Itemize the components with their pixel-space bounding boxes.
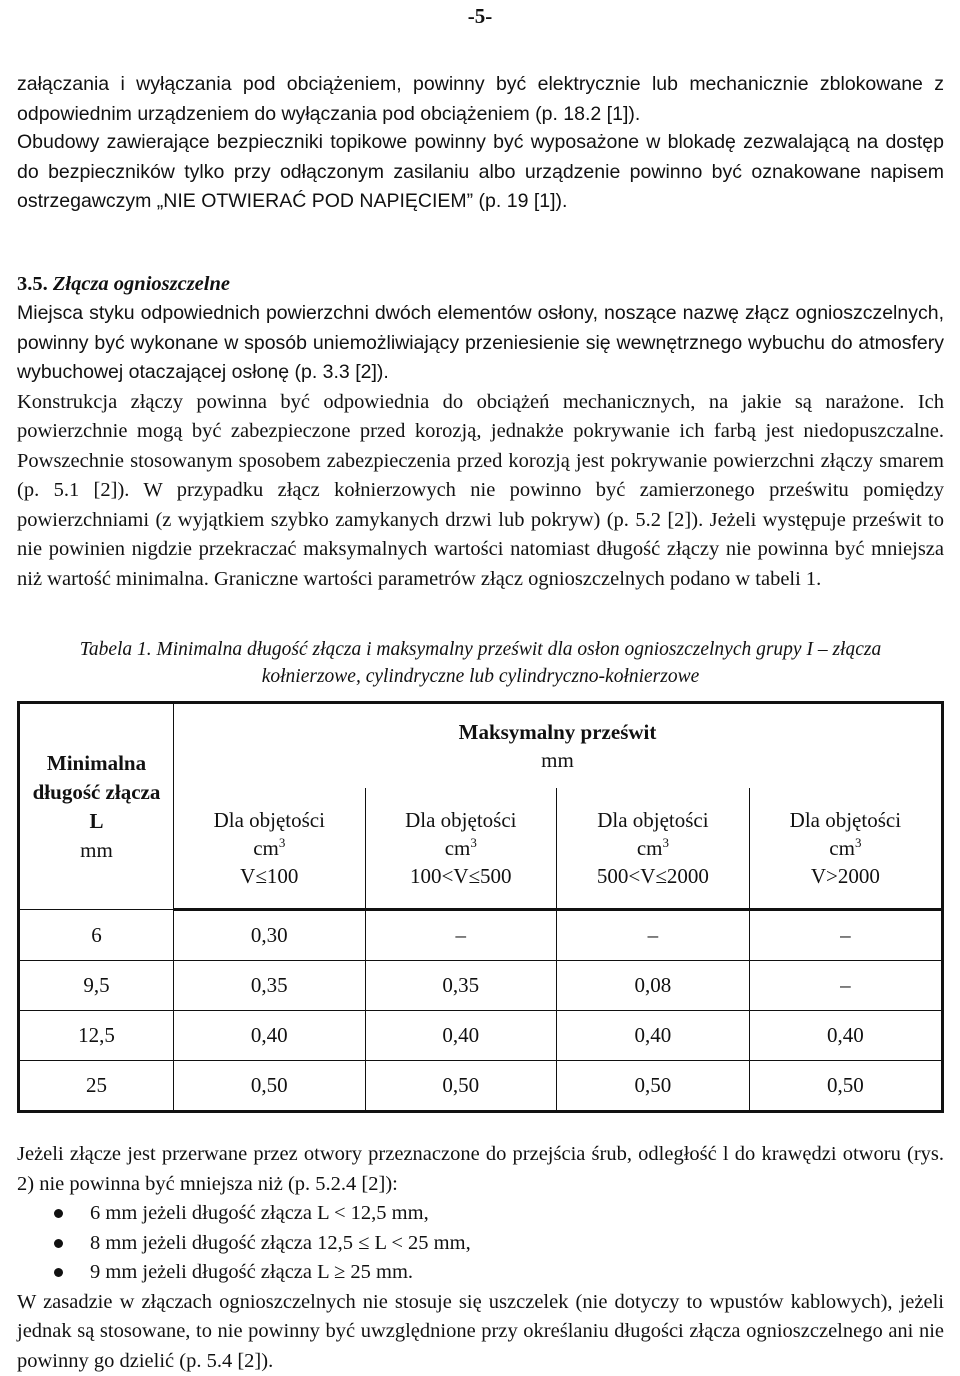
table-cell: 0,40: [365, 1011, 557, 1061]
volume-unit: cm: [829, 836, 855, 860]
header-volume-2: [365, 788, 557, 910]
volume-unit: cm: [253, 836, 279, 860]
section-number: 3.5.: [17, 273, 48, 295]
flameproof-joint-table: [17, 701, 944, 1113]
table-row: [19, 1061, 943, 1112]
volume-unit-exponent: 3: [855, 835, 862, 850]
bullet-icon: [54, 1209, 63, 1218]
table-cell: 9,5: [19, 961, 174, 1011]
header-min-length-l1: Minimalna: [20, 749, 173, 778]
table-cell: 0,40: [174, 1011, 366, 1061]
caption-line-2: kołnierzowe, cylindryczne lub cylindryczno-kołnierzowe: [17, 663, 944, 690]
volume-label: Dla objętości: [557, 806, 749, 834]
table-cell: 0,30: [174, 910, 366, 961]
list-item: [17, 1229, 944, 1259]
header-min-length: [19, 703, 174, 910]
table-cell: 12,5: [19, 1011, 174, 1061]
post-table-text: [17, 1140, 944, 1376]
table-cell: –: [749, 961, 942, 1011]
table-row: [19, 1011, 943, 1061]
table-cell: 0,50: [557, 1061, 750, 1112]
section-heading: [17, 270, 944, 299]
volume-range: 500<V≤2000: [557, 862, 749, 890]
volume-label: Dla objętości: [750, 806, 941, 834]
table-cell: 25: [19, 1061, 174, 1112]
distance-list: [17, 1199, 944, 1288]
section-body-construction: Konstrukcja złączy powinna być odpowiednia do obciążeń mechanicznych, na jakie są narażone. Ich powierzchnie mogą być zabezpieczone przed korozją, jednakże pokrywanie ich farbą jest niedopuszczalne. Powszechnie stosowanym sposobem zabezpieczenia przed korozją jest pokrywanie powierzchni złączy smarem (p. 5.1 [2]). W przypadku złącz kołnierzowych nie powinno być zamierzonego prześwitu pomiędzy powierzchniami (z wyjątkiem szybko zamykanych drzwi lub pokryw) (p. 5.2 [2]). Jeżeli występuje prześwit to nie powinien nigdzie przekraczać maksymalnych wartości natomiast długość złączy nie powinna być mniejsza niż wartość minimalna. Graniczne wartości parametrów złącz ognioszczelnych podano w tabeli 1.: [17, 388, 944, 595]
table-cell: –: [749, 910, 942, 961]
bullet-icon: [54, 1239, 63, 1248]
volume-label: Dla objętości: [174, 806, 365, 834]
table-cell: 0,50: [174, 1061, 366, 1112]
table-cell: 6: [19, 910, 174, 961]
header-max-gap: [174, 703, 943, 789]
section-3-5: [17, 270, 944, 594]
list-item: [17, 1199, 944, 1229]
page-number: -5-: [0, 4, 960, 29]
table-cell: 0,35: [174, 961, 366, 1011]
volume-range: V≤100: [174, 862, 365, 890]
bullet-icon: [54, 1268, 63, 1277]
list-item-text: 8 mm jeżeli długość złącza 12,5 ≤ L < 25 mm,: [90, 1232, 471, 1254]
header-max-gap-title: Maksymalny prześwit: [459, 720, 657, 744]
volume-range: 100<V≤500: [366, 862, 557, 890]
list-item-text: 9 mm jeżeli długość złącza L ≥ 25 mm.: [90, 1261, 413, 1283]
caption-line-1: Tabela 1. Minimalna długość złącza i maksymalny prześwit dla osłon ognioszczelnych grupy I – złącza: [17, 636, 944, 663]
header-min-length-l3: L: [20, 807, 173, 836]
paragraph-gaskets: W zasadzie w złączach ognioszczelnych nie stosuje się uszczelek (nie dotyczy to wpustów kablowych), jeżeli jednak są stosowane, to nie powinny być uwzględnione przy określaniu długości złącza ognioszczelnego ani nie powinny go dzielić (p. 5.4 [2]).: [17, 1288, 944, 1376]
paragraph-fuse-enclosures: Obudowy zawierające bezpieczniki topikowe powinny być wyposażone w blokadę zezwalającą na dostęp do bezpieczników tylko przy odłączonym zasilaniu albo urządzenie powinno być oznakowane napisem ostrzegawczym „NIE OTWIERAĆ POD NAPIĘCIEM” (p. 19 [1]).: [17, 128, 944, 217]
table-cell: –: [557, 910, 750, 961]
volume-unit: cm: [637, 836, 663, 860]
table-caption: [17, 636, 944, 690]
volume-unit-exponent: 3: [662, 835, 669, 850]
table-cell: 0,40: [749, 1011, 942, 1061]
header-min-length-unit: mm: [20, 836, 173, 865]
volume-label: Dla objętości: [366, 806, 557, 834]
table-cell: 0,40: [557, 1011, 750, 1061]
header-min-length-l2: długość złącza: [20, 778, 173, 807]
header-volume-3: [557, 788, 750, 910]
table-cell: 0,50: [749, 1061, 942, 1112]
paragraph-interlock: załączania i wyłączania pod obciążeniem, powinny być elektrycznie lub mechanicznie zblokowane z odpowiednim urządzeniem do wyłączania pod obciążeniem (p. 18.2 [1]).: [17, 70, 944, 129]
header-volume-4: [749, 788, 942, 910]
header-volume-1: [174, 788, 366, 910]
section-body-definition: Miejsca styku odpowiednich powierzchni dwóch elementów osłony, noszące nazwę złącz ognioszczelnych, powinny być wykonane w sposób uniemożliwiający przeniesienie się wewnętrznego wybuchu do atmosfery wybuchowej otaczającej osłonę (p. 3.3 [2]).: [17, 299, 944, 388]
table-cell: 0,35: [365, 961, 557, 1011]
volume-range: V>2000: [750, 862, 941, 890]
table-cell: –: [365, 910, 557, 961]
table-row: [19, 961, 943, 1011]
list-item: [17, 1258, 944, 1288]
table-cell: 0,08: [557, 961, 750, 1011]
volume-unit-exponent: 3: [279, 835, 286, 850]
paragraph-bolt-holes: Jeżeli złącze jest przerwane przez otwory przeznaczone do przejścia śrub, odległość l do krawędzi otworu (rys. 2) nie powinna być mniejsza niż (p. 5.2.4 [2]):: [17, 1140, 944, 1199]
table-cell: 0,50: [365, 1061, 557, 1112]
header-max-gap-unit: mm: [174, 746, 941, 774]
list-item-text: 6 mm jeżeli długość złącza L < 12,5 mm,: [90, 1202, 429, 1224]
volume-unit-exponent: 3: [470, 835, 477, 850]
section-title: Złącza ognioszczelne: [53, 273, 230, 295]
table-row: [19, 910, 943, 961]
volume-unit: cm: [445, 836, 471, 860]
